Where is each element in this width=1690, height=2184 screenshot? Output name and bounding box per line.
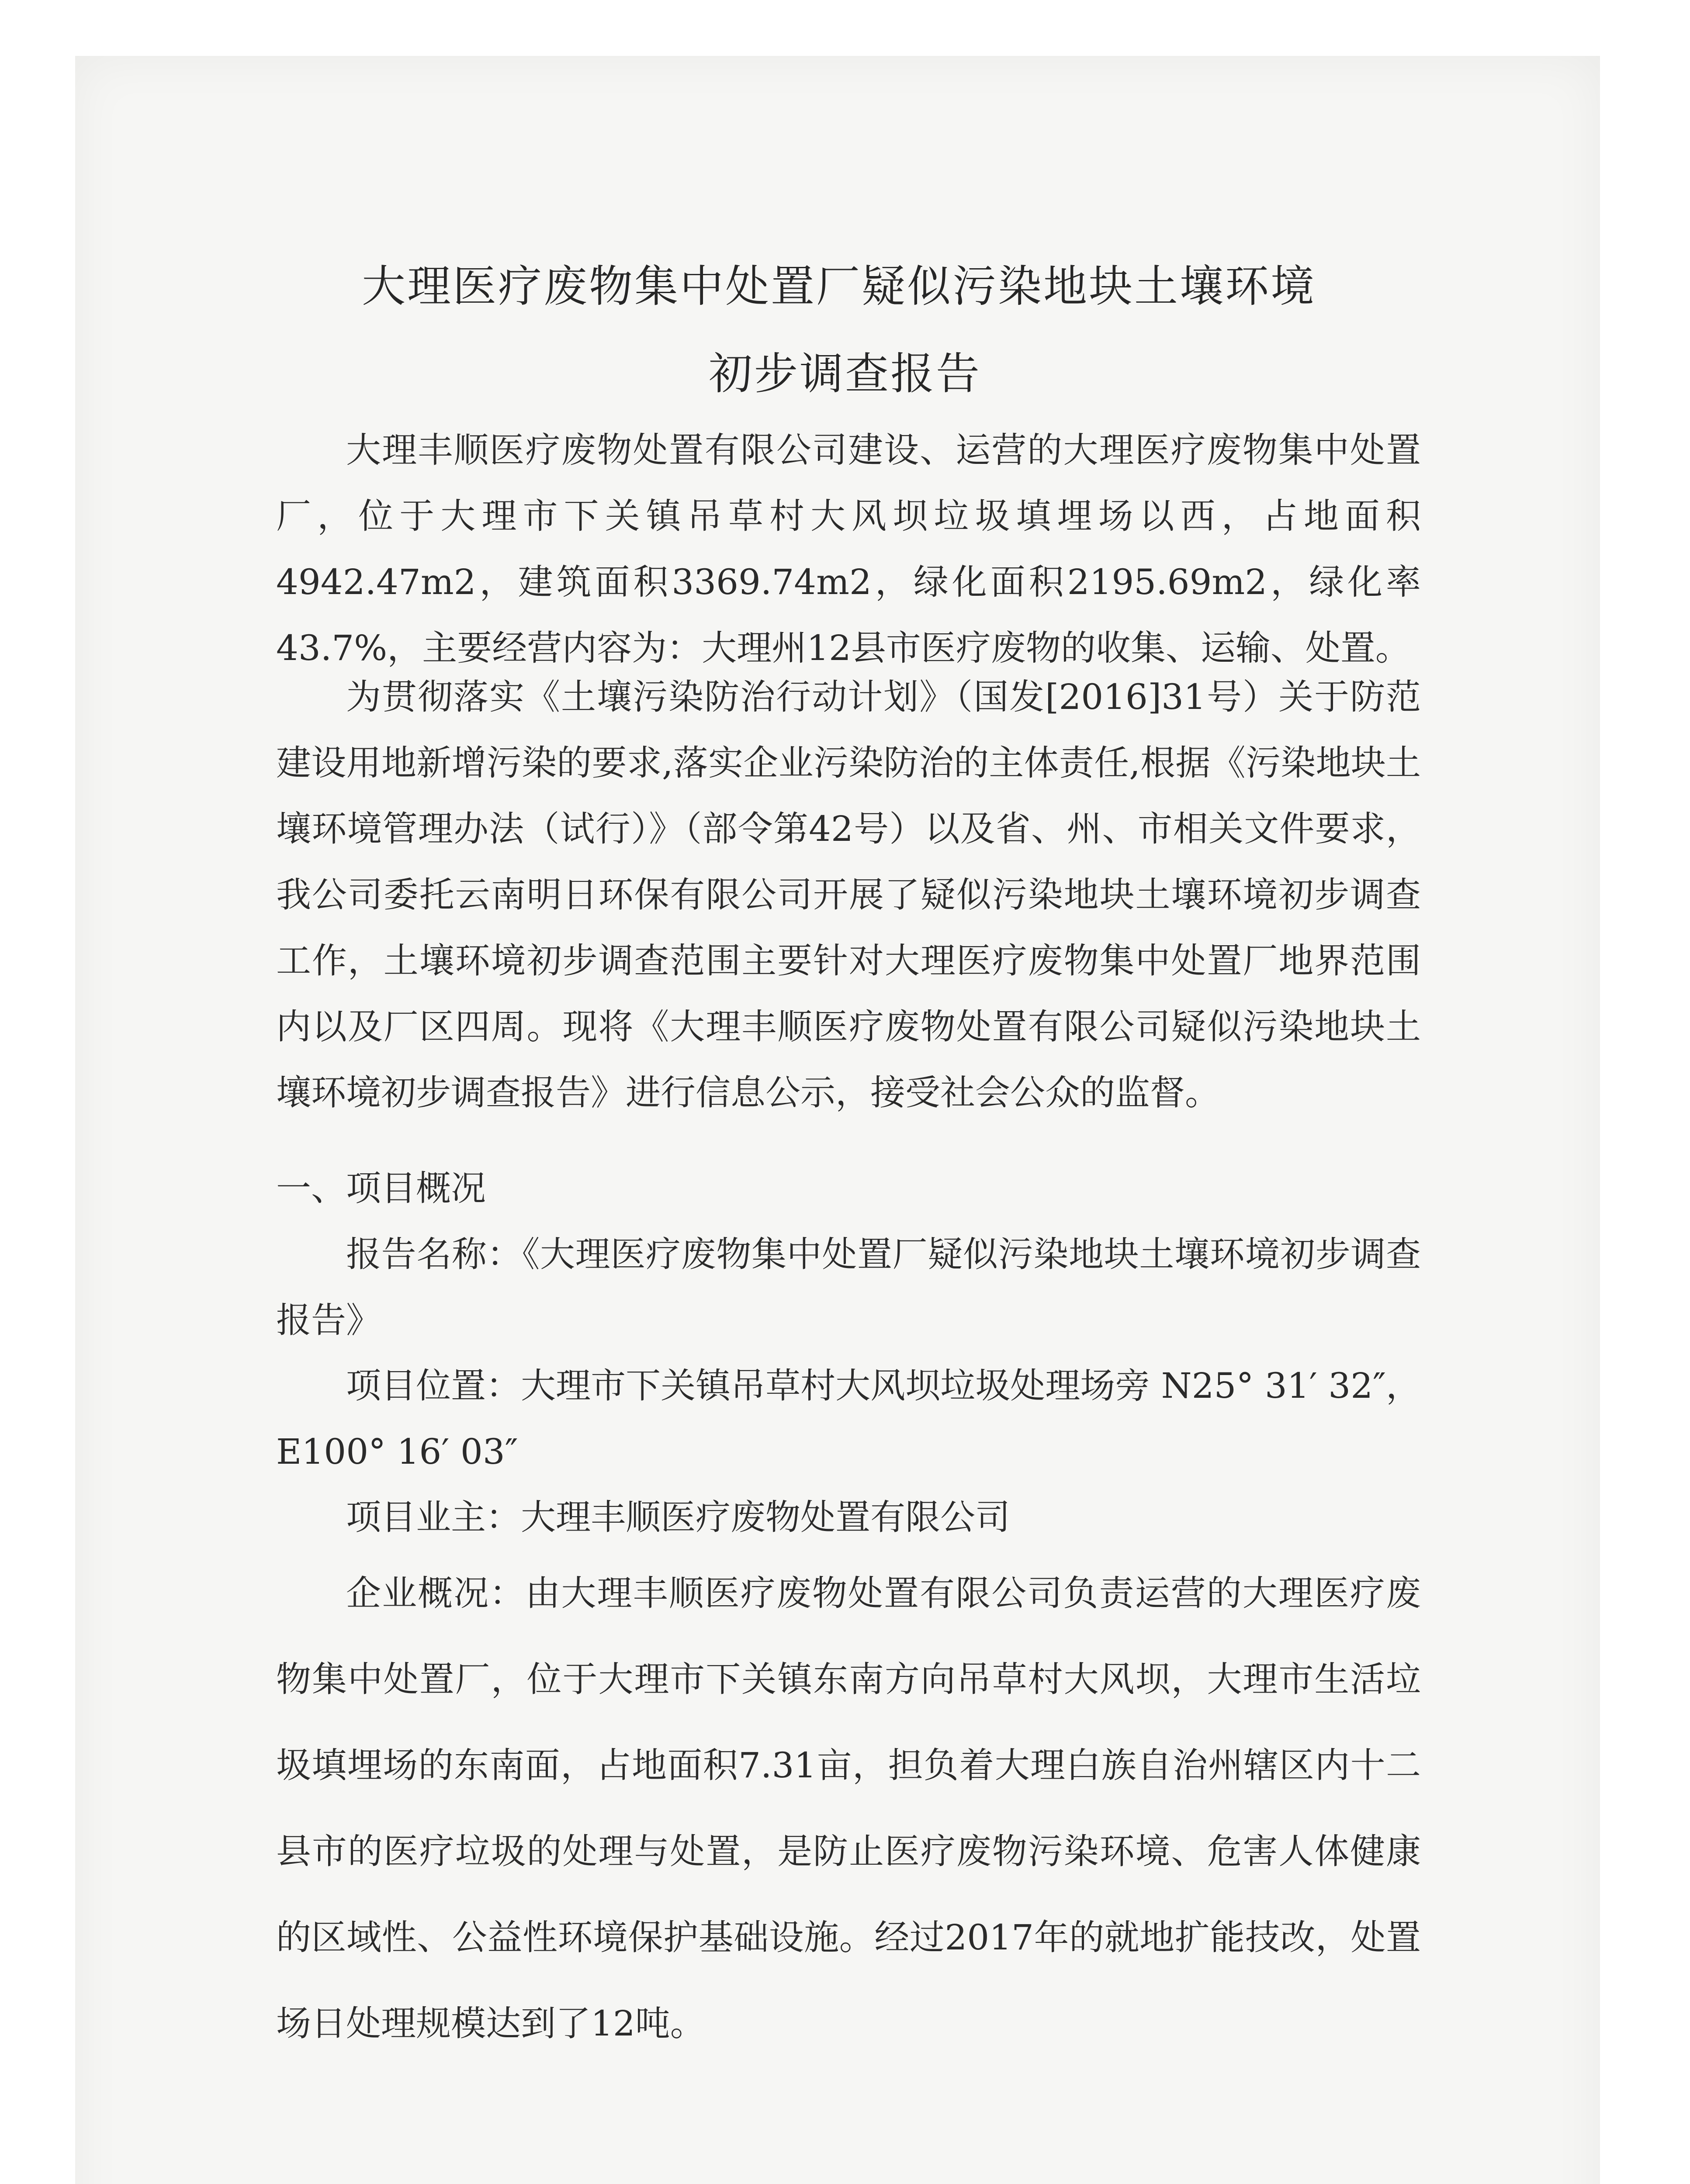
company-overview-paragraph: 企业概况：由大理丰顺医疗废物处置有限公司负责运营的大理医疗废物集中处置厂，位于大理市下关镇东南方向吊草村大风坝，大理市生活垃圾填埋场的东南面，占地面积7.31亩，担负着大理白族自治州辖区内十二县市的医疗垃圾的处理与处置，是防止医疗废物污染环境、危害人体健康的区域性、公益性环境保护基础设施。经过2017年的就地扩能技改，处置场日处理规模达到了12吨。 [276,1573,1421,2044]
section-heading-project-overview: 一、项目概况 [276,1168,486,1209]
document-title-line2: 初步调查报告 [709,348,981,399]
project-location-paragraph: 项目位置：大理市下关镇吊草村大风坝垃圾处理场旁 N25° 31′ 32″，E100° 16′ 03″ [276,1365,1421,1472]
report-name-paragraph: 报告名称：《大理医疗废物集中处置厂疑似污染地块土壤环境初步调查报告》 [276,1234,1421,1341]
purpose-paragraph: 为贯彻落实《土壤污染防治行动计划》（国发[2016]31号）关于防范建设用地新增污染的要求,落实企业污染防治的主体责任,根据《污染地块土壤环境管理办法（试行）》（部令第42号）以及省、州、市相关文件要求，我公司委托云南明日环保有限公司开展了疑似污染地块土壤环境初步调查工作，土壤环境初步调查范围主要针对大理医疗废物集中处置厂地界范围内以及厂区四周。现将《大理丰顺医疗废物处置有限公司疑似污染地块土壤环境初步调查报告》进行信息公示，接受社会公众的监督。 [276,677,1421,1113]
project-owner-paragraph: 项目业主：大理丰顺医疗废物处置有限公司 [346,1497,1010,1538]
intro-paragraph: 大理丰顺医疗废物处置有限公司建设、运营的大理医疗废物集中处置厂，位于大理市下关镇吊草村大风坝垃圾填埋场以西，占地面积4942.47m2，建筑面积3369.74m2，绿化面积2195.69m2，绿化率43.7%，主要经营内容为：大理州12县市医疗废物的收集、运输、处置。 [276,430,1421,668]
document-title-line1: 大理医疗废物集中处置厂疑似污染地块土壤环境 [362,261,1316,312]
